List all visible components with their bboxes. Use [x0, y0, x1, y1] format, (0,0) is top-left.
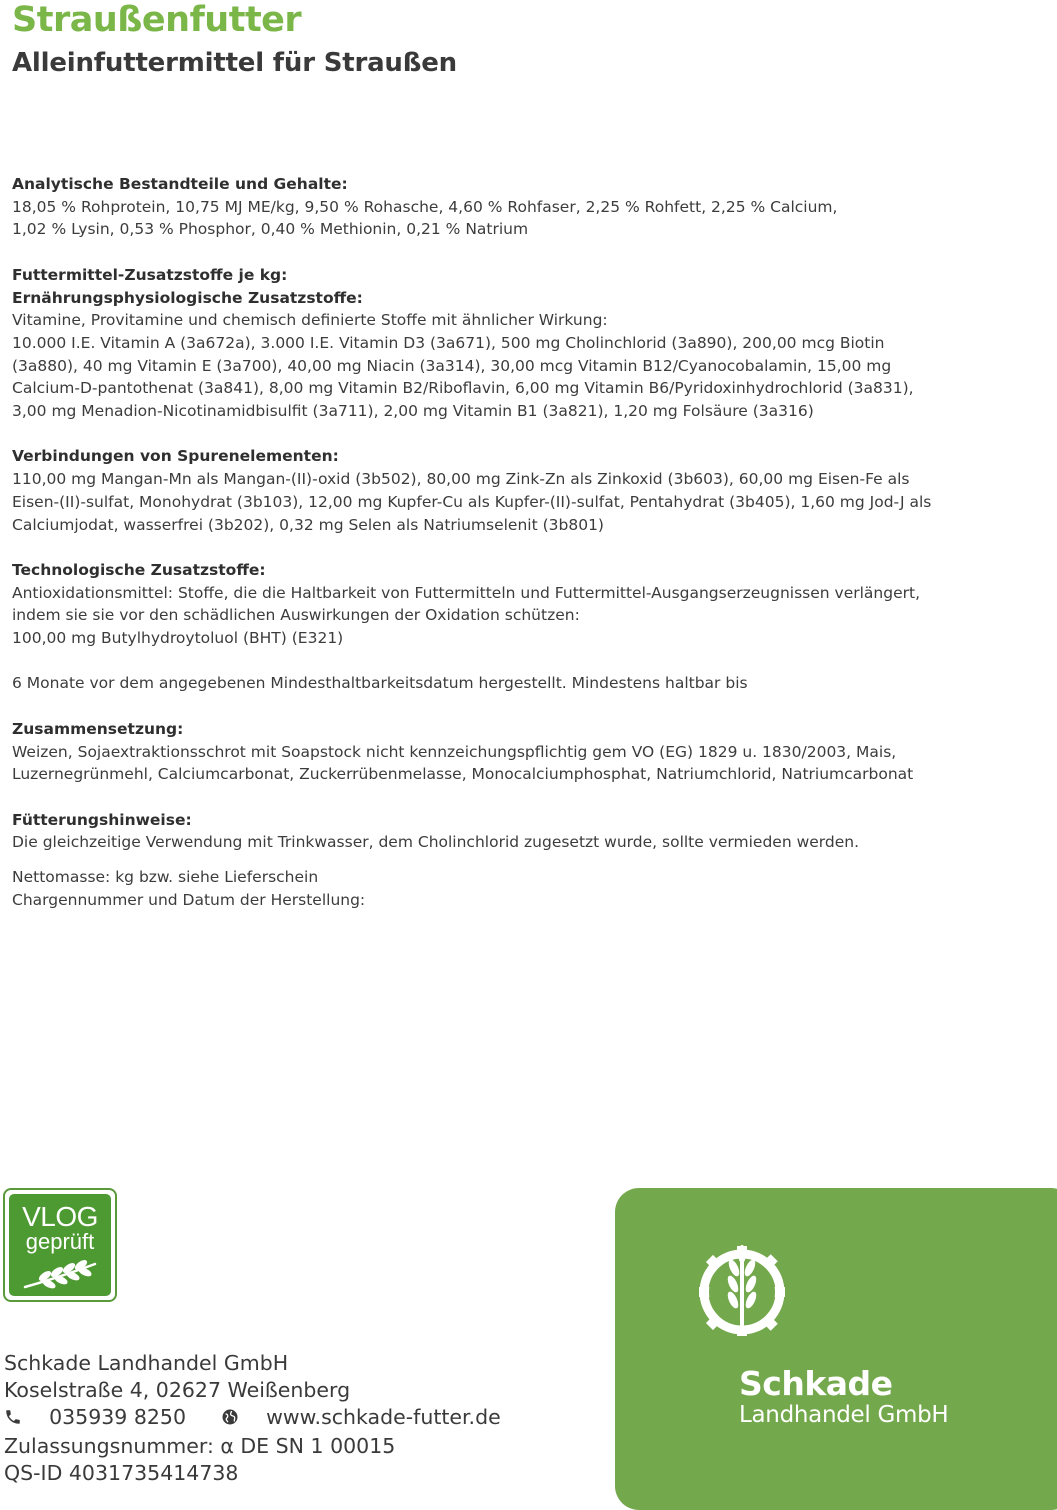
text-line: indem sie sie vor den schädlichen Auswirkungen der Oxidation schützen: [12, 606, 580, 625]
section-feeding [12, 809, 1047, 854]
wheat-icon [23, 1260, 99, 1294]
section-subheading: Ernährungsphysiologische Zusatzstoffe: [12, 288, 363, 307]
company-address [4, 1350, 501, 1487]
text-line: 6 Monate vor dem angegebenen Mindesthaltbarkeitsdatum hergestellt. Mindestens haltbar bis [12, 674, 748, 693]
section-heading: Technologische Zusatzstoffe: [12, 560, 266, 579]
text-line: Antioxidationsmittel: Stoffe, die die Haltbarkeit von Futtermitteln und Futtermittel-Ausgangserzeugnissen verlängert, [12, 583, 920, 602]
section-net-mass [12, 866, 1047, 911]
text-line: 10.000 I.E. Vitamin A (3a672a), 3.000 I.E. Vitamin D3 (3a671), 500 mg Cholinchlorid (3a890), 200,00 mcg Biotin [12, 333, 885, 352]
section-composition [12, 718, 1047, 786]
company-street: Koselstraße 4, 02627 Weißenberg [4, 1378, 351, 1402]
brand-subname: Landhandel GmbH [739, 1402, 949, 1428]
text-line: 110,00 mg Mangan-Mn als Mangan-(II)-oxid (3b502), 80,00 mg Zink-Zn als Zinkoxid (3b603), 60,00 mg Eisen-Fe als [12, 470, 910, 489]
text-line: Vitamine, Provitamine und chemisch definierte Stoffe mit ähnlicher Wirkung: [12, 311, 608, 330]
company-approval: Zulassungsnummer: α DE SN 1 00015 [4, 1434, 396, 1458]
section-heading: Analytische Bestandteile und Gehalte: [12, 175, 348, 193]
text-line: Weizen, Sojaextraktionsschrot mit Soapstock nicht kennzeichungspflichtig gem VO (EG) 1829 u. 1830/2003, Mais, [12, 742, 897, 761]
text-line: Calciumjodat, wasserfrei (3b202), 0,32 mg Selen als Natriumselenit (3b801) [12, 515, 604, 534]
brand-name: Schkade [739, 1364, 893, 1403]
section-heading: Zusammensetzung: [12, 719, 184, 738]
vlog-sublabel: geprüft [25, 1229, 95, 1254]
company-website[interactable]: www.schkade-futter.de [266, 1405, 501, 1429]
text-line: 18,05 % Rohprotein, 10,75 MJ ME/kg, 9,50 % Rohasche, 4,60 % Rohfaser, 2,25 % Rohfett, 2,25 % Calcium, [12, 197, 838, 216]
section-heading: Verbindungen von Spurenelementen: [12, 447, 339, 466]
vlog-badge-inner [9, 1194, 111, 1296]
page-title: Straußenfutter [12, 0, 302, 40]
brand-panel [615, 1188, 1057, 1510]
section-analytical [12, 173, 1047, 241]
phone-icon [4, 1406, 22, 1433]
text-line: Die gleichzeitige Verwendung mit Trinkwasser, dem Cholinchlorid zugesetzt wurde, sollte vermieden werden. [12, 833, 860, 852]
text-line: 100,00 mg Butylhydroytoluol (BHT) (E321) [12, 629, 344, 648]
text-line: Luzernegrünmehl, Calciumcarbonat, Zuckerrübenmelasse, Monocalciumphosphat, Natriumchlorid, Natriumcarbonat [12, 765, 914, 784]
company-phone[interactable]: 035939 8250 [49, 1405, 187, 1429]
globe-icon [221, 1406, 239, 1433]
gear-wheat-logo-icon [699, 1240, 785, 1340]
text-line: 1,02 % Lysin, 0,53 % Phosphor, 0,40 % Methionin, 0,21 % Natrium [12, 220, 529, 239]
text-line: Eisen-(II)-sulfat, Monohydrat (3b103), 12,00 mg Kupfer-Cu als Kupfer-(II)-sulfat, Pentahydrat (3b405), 1,60 mg Jod-J als [12, 492, 932, 511]
company-qs-id: QS-ID 4031735414738 [4, 1461, 239, 1485]
section-shelf-life [12, 672, 1047, 695]
vlog-label: VLOG [22, 1201, 98, 1232]
label-content [12, 173, 1047, 934]
section-heading: Futtermittel-Zusatzstoffe je kg: [12, 265, 288, 284]
section-trace-elements [12, 445, 1047, 536]
text-line: Calcium-D-pantothenat (3a841), 8,00 mg Vitamin B2/Riboflavin, 6,00 mg Vitamin B6/Pyridoxinhydrochlorid (3a831), [12, 379, 914, 398]
company-contact [4, 1404, 501, 1433]
text-line: Nettomasse: kg bzw. siehe Lieferschein [12, 868, 319, 886]
company-name: Schkade Landhandel GmbH [4, 1351, 289, 1375]
section-additives [12, 264, 1047, 423]
page-subtitle: Alleinfuttermittel für Straußen [12, 48, 457, 78]
text-line: (3a880), 40 mg Vitamin E (3a700), 40,00 mg Niacin (3a314), 30,00 mcg Vitamin B12/Cyanocobalamin, 15,00 mg [12, 356, 892, 375]
text-line: 3,00 mg Menadion-Nicotinamidbisulfit (3a711), 2,00 mg Vitamin B1 (3a821), 1,20 mg Folsäure (3a316) [12, 402, 814, 421]
section-heading: Fütterungshinweise: [12, 810, 192, 829]
section-technological [12, 559, 1047, 650]
vlog-badge [3, 1188, 117, 1302]
text-line: Chargennummer und Datum der Herstellung: [12, 890, 366, 909]
